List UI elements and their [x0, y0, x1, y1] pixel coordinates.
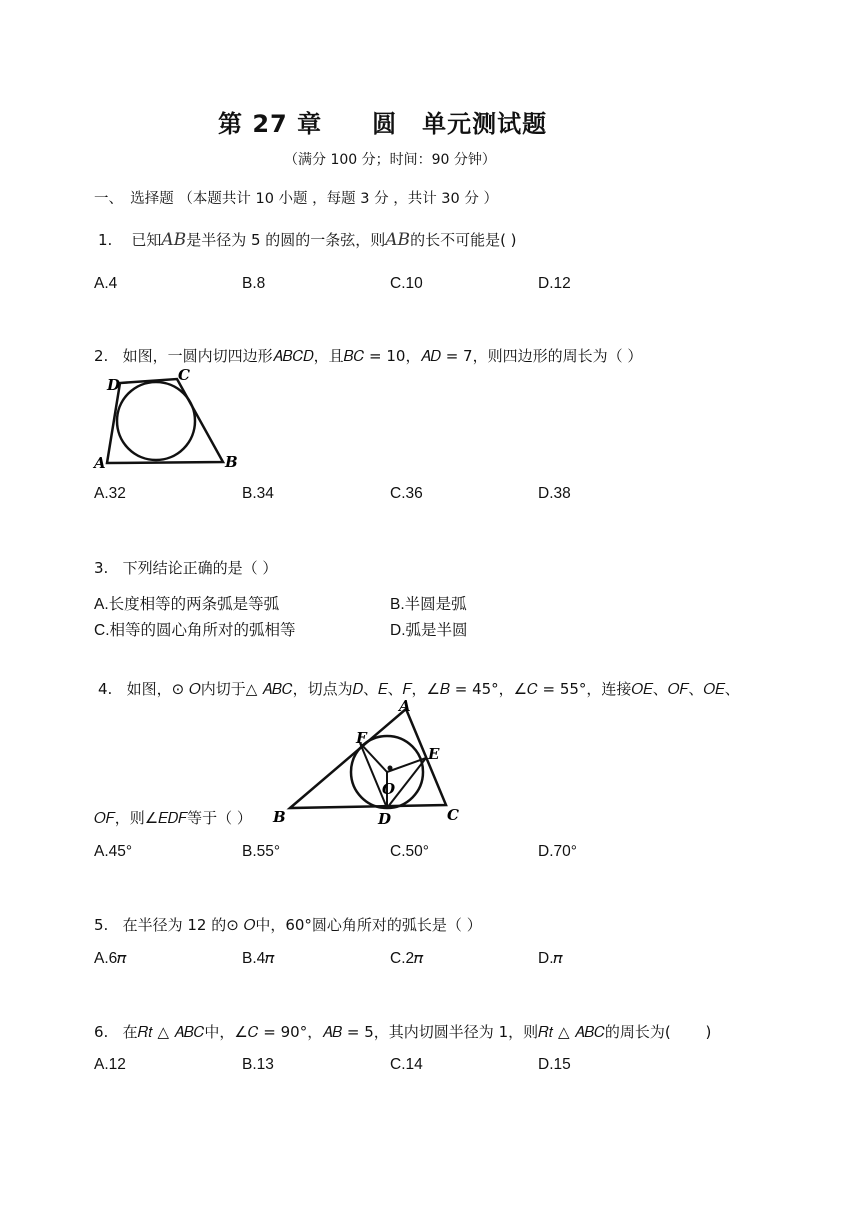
question-number: 3.: [94, 559, 109, 577]
question-number: 1.: [98, 231, 113, 249]
label-o: O: [382, 780, 396, 798]
question-text: 如图，⊙ 𝑂内切于△ 𝐴𝐵𝐶，切点为𝐷、𝐸、𝐹，∠𝐵 = 45°，∠𝐶 = 55°，连接𝑂𝐸、𝑂𝐹、𝑂𝐸、: [126, 680, 740, 698]
option-d: D.弧是半圆: [390, 622, 468, 639]
label-d: D: [378, 810, 392, 828]
question-text: 是半径为 5 的圆的一条弦，则: [186, 231, 386, 249]
option-c: C.10: [390, 275, 423, 292]
question-text: 下列结论正确的是（ ）: [122, 559, 278, 577]
label-f: F: [356, 729, 367, 747]
option-d: D.15: [538, 1056, 571, 1073]
label-a: A: [94, 454, 106, 472]
label-c: C: [178, 366, 190, 384]
option-b: B.13: [242, 1056, 274, 1073]
segment-ab-label: AB: [161, 230, 187, 250]
quadrilateral-shape: [107, 379, 223, 463]
segment-of: [360, 743, 387, 772]
page-title: 第 27 章 圆 单元测试题: [218, 110, 548, 138]
option-b: B.半圆是弧: [390, 596, 467, 613]
option-a: A.32: [94, 485, 126, 502]
option-c: C.2𝜋: [390, 950, 424, 967]
question-number: 6.: [94, 1023, 109, 1041]
question-2: [94, 345, 642, 366]
question-text: 的长不可能是( ): [410, 231, 517, 249]
option-a: A.12: [94, 1056, 126, 1073]
option-b: B.34: [242, 485, 274, 502]
question-4-continuation: 𝑂𝐹，则∠𝐸𝐷𝐹等于（ ）: [94, 809, 252, 827]
question-number: 2.: [94, 347, 109, 365]
option-a: A.6𝜋: [94, 950, 127, 967]
question-5: [94, 914, 482, 935]
label-e: E: [428, 745, 440, 763]
question-text: 在𝑅𝑡 △ 𝐴𝐵𝐶中，∠𝐶 = 90°，𝐴𝐵 = 5，其内切圆半径为 1，则𝑅𝑡 △ 𝐴𝐵𝐶的周长为( ): [122, 1023, 712, 1041]
question-number: 5.: [94, 916, 109, 934]
option-a: A.45°: [94, 843, 133, 860]
question-3: [94, 557, 277, 578]
question-text: 已知: [131, 231, 162, 249]
question-text: 如图，一圆内切四边形𝐴𝐵𝐶𝐷，且𝐵𝐶 = 10，𝐴𝐷 = 7，则四边形的周长为（ ）: [122, 347, 643, 365]
inscribed-circle: [117, 382, 195, 460]
option-a: A.4: [94, 275, 118, 292]
page-subtitle: （满分 100 分；时间：90 分钟）: [284, 152, 496, 168]
center-point: [388, 766, 393, 771]
option-d: D.38: [538, 485, 571, 502]
question-number: 4.: [98, 680, 113, 698]
option-b: B.55°: [242, 843, 281, 860]
option-c: C.相等的圆心角所对的弧相等: [94, 622, 296, 639]
option-b: B.4𝜋: [242, 950, 275, 967]
label-b: B: [225, 453, 238, 471]
segment-ab-label: AB: [385, 230, 411, 250]
option-d: D.12: [538, 275, 571, 292]
quadrilateral-figure: [90, 364, 240, 474]
section-heading: 一、 选择题 （本题共计 10 小题 ，每题 3 分 ，共计 30 分 ）: [94, 191, 498, 207]
question-text: 在半径为 12 的⊙ 𝑂中，60°圆心角所对的弧长是（ ）: [122, 916, 482, 934]
label-d: D: [107, 376, 121, 394]
label-a: A: [399, 697, 411, 715]
option-b: B.8: [242, 275, 266, 292]
label-c: C: [447, 806, 459, 824]
option-a: A.长度相等的两条弧是等弧: [94, 596, 280, 613]
option-d: D.𝜋: [538, 950, 563, 967]
question-6: [94, 1021, 711, 1042]
option-c: C.36: [390, 485, 423, 502]
triangle-incircle-figure: [268, 696, 468, 828]
option-d: D.70°: [538, 843, 577, 860]
label-b: B: [273, 808, 286, 826]
question-1: [98, 229, 517, 250]
option-c: C.50°: [390, 843, 429, 860]
option-c: C.14: [390, 1056, 423, 1073]
